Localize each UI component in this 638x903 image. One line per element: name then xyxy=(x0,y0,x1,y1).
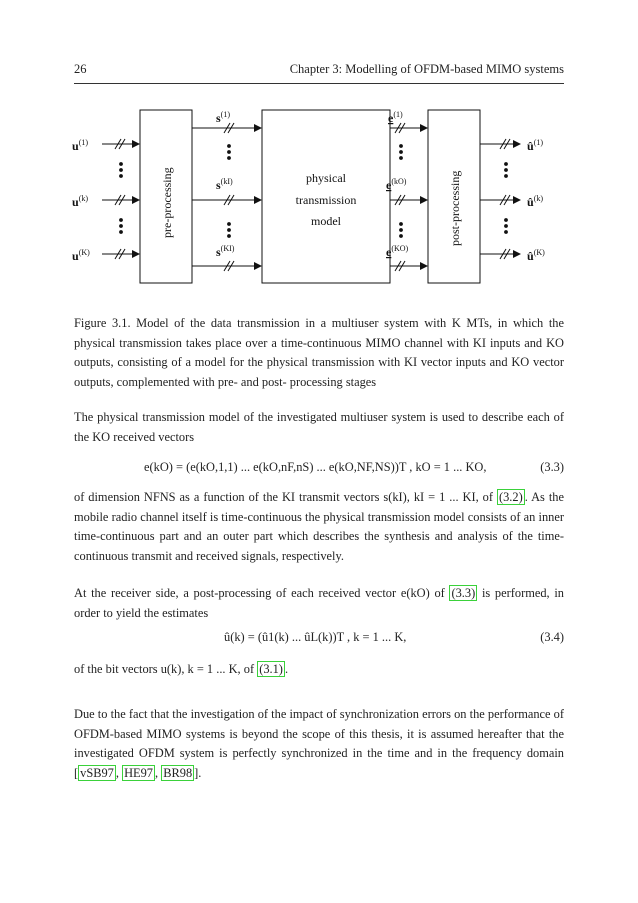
input-label-K: $u^{(K)}$ xyxy=(72,248,90,263)
paragraph-bit-vectors-text-b: . xyxy=(284,662,289,676)
eq-ref-3-2[interactable]: (3.2) xyxy=(498,490,523,504)
paragraph-synchronization-text: Due to the fact that the investigation of the impact of synchronization errors on the performance of OFDM-based MIMO systems is beyond the scope of this thesis, it is assumed hereafter that the investigated OFDM system is perfectly synchronized in the time and in the frequency domain xyxy=(74,707,564,761)
center-label-line3: model xyxy=(311,214,341,228)
ellipsis-dots-e-lower xyxy=(399,222,403,238)
ellipsis-dots-s-lower xyxy=(227,222,231,238)
paragraph-receiver xyxy=(74,584,564,623)
page-number: 26 xyxy=(74,62,87,76)
paragraph-bit-vectors-text-a: of the bit vectors u(k), k = 1 ... K, of xyxy=(74,662,258,676)
equation-3-4-number: (3.4) xyxy=(540,630,564,644)
ellipsis-dots-output-lower xyxy=(504,218,508,234)
paragraph-receiver-text-b: is performed, in order to yield the estimates xyxy=(74,586,564,620)
equation-3-3-formula: e(kO) = (e(kO,1,1) ... e(kO,nF,nS) ... e(kO,NF,NS))T , kO = 1 ... KO, xyxy=(144,460,487,474)
paragraph-dimension xyxy=(74,488,564,566)
output-label-k: $û^{(k)}$ xyxy=(527,194,544,209)
ellipsis-dots-e-upper xyxy=(399,144,403,160)
s-label-1: $s^{(1)}$ xyxy=(216,110,230,125)
paragraph-dimension-text-b: . As the mobile radio channel itself is time-continuous the physical transmission model consists of an inner time-continuous part and an outer part which describes the synthesis and analysis of the time-continuous transmit and received signals, respectively. xyxy=(74,490,564,563)
paragraph-synchronization: Due to the fact that the investigation of the impact of synchronization errors on the performance of OFDM-based MIMO systems is beyond the scope of this thesis, it is assumed hereafter that the investigated OFDM system is perfectly synchronized in the time and in the frequency domain [ vSB97 , HE97 , BR98 ]. xyxy=(74,707,564,780)
paragraph-intro: The physical transmission model of the investigated multiuser system is used to describe each of the KO received vectors xyxy=(74,410,564,444)
input-label-1: $u^{(1)}$ xyxy=(72,138,89,153)
ellipsis-dots-input-lower xyxy=(119,218,123,234)
header-rule xyxy=(74,83,564,84)
equation-3-3-number: (3.3) xyxy=(540,460,564,474)
paragraph-bit-vectors xyxy=(74,660,564,680)
eq-ref-3-1[interactable]: (3.1) xyxy=(259,662,283,676)
e-label-1: $e^{(1)}$ xyxy=(388,110,403,125)
chapter-title: Chapter 3: Modelling of OFDM-based MIMO systems xyxy=(289,62,564,76)
paragraph-synchronization-end: ]. xyxy=(194,765,202,780)
citation-he97[interactable]: HE97 xyxy=(124,765,154,780)
ellipsis-dots-output-upper xyxy=(504,162,508,178)
citation-br98[interactable]: BR98 xyxy=(163,765,193,780)
post-processing-label: post-processing xyxy=(448,170,462,246)
equation-3-4-formula: û(k) = (û1(k) ... ûL(k))T , k = 1 ... K, xyxy=(224,630,407,644)
pre-processing-label: pre-processing xyxy=(160,167,174,238)
block-diagram xyxy=(70,104,570,296)
paragraph-dimension-text-a: of dimension NFNS as a function of the KI transmit vectors s(kI), kI = 1 ... KI, of xyxy=(74,490,497,504)
s-label-KI: $s^{(KI)}$ xyxy=(216,244,235,259)
e-label-KO: $e^{(KO)}$ xyxy=(386,244,409,259)
equation-3-3 xyxy=(74,458,564,482)
ellipsis-dots-input-upper xyxy=(119,162,123,178)
citation-vsb97[interactable]: vSB97 xyxy=(80,765,114,780)
page-header xyxy=(74,62,564,80)
input-label-k: $u^{(k)}$ xyxy=(72,194,89,209)
e-label-kO: $e^{(kO)}$ xyxy=(386,177,407,192)
paragraph-receiver-text-a: At the receiver side, a post-processing of each received vector e(kO) of xyxy=(74,586,450,600)
ellipsis-dots-s-upper xyxy=(227,144,231,160)
s-label-kI: $s^{(kI)}$ xyxy=(216,177,233,192)
output-label-1: $û^{(1)}$ xyxy=(527,138,544,153)
equation-3-4 xyxy=(74,628,564,654)
center-label-line2: transmission xyxy=(295,193,357,207)
eq-ref-3-3[interactable]: (3.3) xyxy=(451,586,476,600)
figure-caption: Figure 3.1. Model of the data transmission in a multiuser system with K MTs, in which the physical transmission takes place over a time-continuous MIMO channel with KI inputs and KO outputs, consisting of a model for the physical transmission with KI vector inputs and KO vector outputs, complemented with pre- and post- processing stages xyxy=(74,316,564,389)
output-label-K: $û^{(K)}$ xyxy=(527,248,545,263)
center-label-line1: physical xyxy=(306,171,346,185)
